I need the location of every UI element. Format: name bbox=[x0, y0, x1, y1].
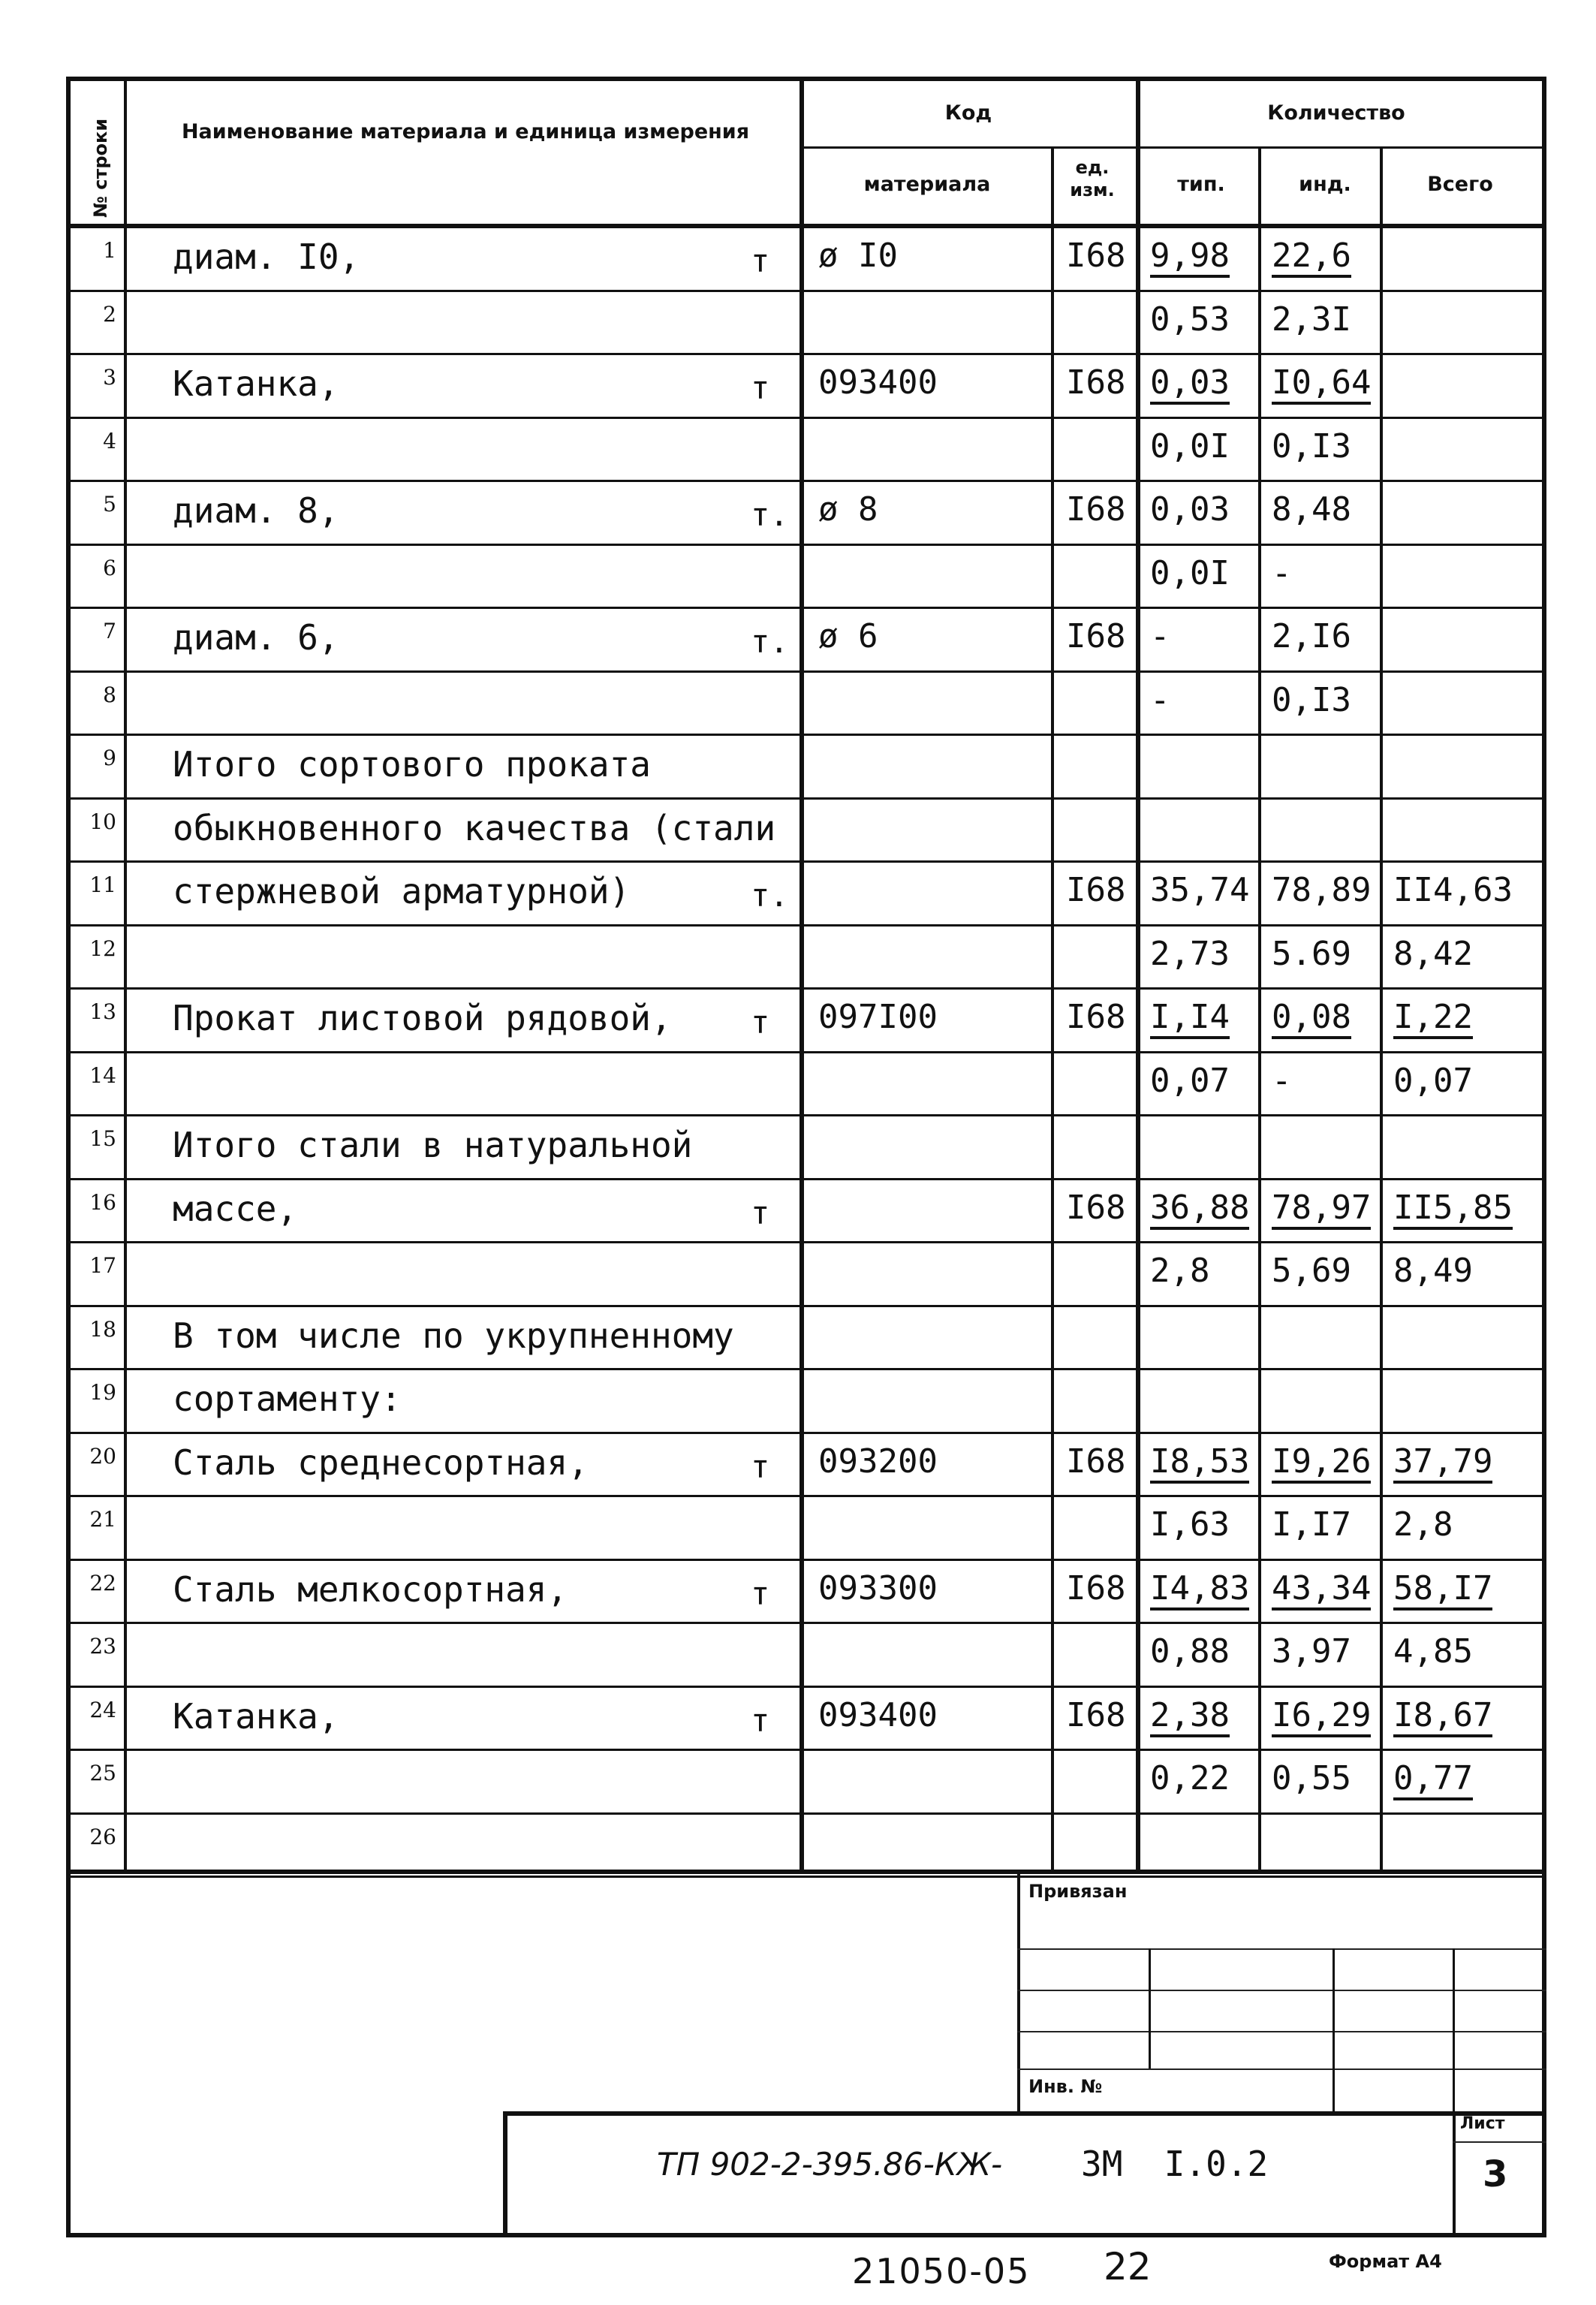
row-separator bbox=[66, 1686, 1546, 1688]
qty-ind: 5.69 bbox=[1272, 934, 1351, 973]
row-number: 21 bbox=[89, 1507, 116, 1532]
qty-ind: 2,I6 bbox=[1272, 617, 1351, 655]
col-line-typ bbox=[1258, 146, 1261, 1871]
material-name: Итого сортового проката bbox=[173, 744, 651, 785]
row-separator bbox=[66, 670, 1546, 673]
qty-ind: - bbox=[1272, 1061, 1292, 1100]
qty-ind: 78,89 bbox=[1272, 871, 1372, 909]
row-number: 15 bbox=[89, 1126, 116, 1151]
code-material-header: материала bbox=[863, 173, 991, 196]
sheet-label: Лист bbox=[1460, 2114, 1505, 2133]
material-name: Катанка, bbox=[173, 363, 339, 404]
row-separator bbox=[66, 1495, 1546, 1497]
unit-code: I68 bbox=[1066, 617, 1126, 655]
material-name: сортаменту: bbox=[173, 1378, 402, 1419]
unit-of-measure: т. bbox=[751, 496, 789, 533]
unit-of-measure: т bbox=[751, 1004, 770, 1041]
row-separator bbox=[66, 353, 1546, 355]
row-separator bbox=[66, 417, 1546, 419]
qty-typ: - bbox=[1150, 680, 1170, 719]
table-bottom-line bbox=[66, 1870, 1546, 1874]
row-separator bbox=[66, 1749, 1546, 1751]
row-number: 8 bbox=[103, 682, 116, 707]
document-code: ТП 902-2-395.86-КЖ- bbox=[657, 2146, 1003, 2183]
qty-total: 4,85 bbox=[1393, 1632, 1473, 1671]
unit-of-measure: т bbox=[751, 243, 770, 279]
unit-code: I68 bbox=[1066, 1568, 1126, 1607]
row-number: 11 bbox=[89, 872, 116, 897]
row-separator bbox=[66, 1876, 1546, 1878]
material-name: Сталь мелкосортная, bbox=[173, 1568, 568, 1610]
unit-of-measure: т. bbox=[751, 877, 789, 914]
qty-typ: 0,0I bbox=[1150, 426, 1230, 466]
stamp-col-3 bbox=[1453, 1948, 1455, 2114]
row-number: 12 bbox=[89, 936, 116, 961]
row-number: 10 bbox=[89, 809, 116, 834]
qty-total: I,22 bbox=[1393, 998, 1473, 1039]
row-separator bbox=[66, 480, 1546, 482]
qty-typ: - bbox=[1150, 617, 1170, 655]
qty-typ: 2,38 bbox=[1150, 1696, 1230, 1737]
unit-code: I68 bbox=[1066, 363, 1126, 402]
row-number: 13 bbox=[89, 999, 116, 1024]
qty-typ: 0,22 bbox=[1150, 1759, 1230, 1797]
qty-total: 37,79 bbox=[1393, 1442, 1492, 1484]
stamp-line-1 bbox=[1017, 1948, 1546, 1950]
qty-typ: 0,53 bbox=[1150, 300, 1230, 339]
qty-ind: I,I7 bbox=[1272, 1505, 1351, 1544]
unit-code: I68 bbox=[1066, 237, 1126, 275]
format-label: Формат А4 bbox=[1329, 2251, 1442, 2272]
unit-of-measure: т. bbox=[751, 623, 789, 660]
qty-typ: 0,03 bbox=[1150, 363, 1230, 405]
unit-of-measure: т bbox=[751, 1574, 770, 1612]
row-number: 1 bbox=[103, 238, 116, 263]
qty-ind: - bbox=[1272, 553, 1292, 592]
material-code: 093200 bbox=[818, 1442, 938, 1481]
material-name: Прокат листовой рядовой, bbox=[173, 998, 672, 1038]
qty-ind: 78,97 bbox=[1272, 1189, 1371, 1230]
qty-ind: 0,08 bbox=[1272, 998, 1351, 1039]
qty-typ: 0,07 bbox=[1150, 1061, 1230, 1100]
col-line-unit bbox=[1136, 77, 1140, 1871]
material-code: 093400 bbox=[818, 1695, 938, 1734]
material-code: ø 8 bbox=[818, 490, 878, 529]
row-separator bbox=[66, 1368, 1546, 1370]
row-number: 22 bbox=[89, 1570, 116, 1595]
qty-total: II4,63 bbox=[1393, 871, 1513, 909]
row-number: 23 bbox=[89, 1634, 116, 1659]
qty-typ: I8,53 bbox=[1150, 1442, 1249, 1484]
unit-code: I68 bbox=[1066, 1442, 1126, 1481]
stamp-col-1 bbox=[1149, 1948, 1151, 2068]
material-code: ø 6 bbox=[818, 617, 878, 655]
row-separator bbox=[66, 1432, 1546, 1434]
unit-code: I68 bbox=[1066, 871, 1126, 909]
row-separator bbox=[66, 607, 1546, 609]
col-line-name bbox=[800, 77, 804, 1871]
row-number: 25 bbox=[89, 1761, 116, 1785]
qty-typ: 36,88 bbox=[1150, 1189, 1249, 1230]
qty-typ-header: тип. bbox=[1177, 173, 1225, 196]
row-separator bbox=[66, 544, 1546, 546]
inventory-number-label: Инв. № bbox=[1028, 2076, 1103, 2097]
stamp-col-2 bbox=[1333, 1948, 1335, 2114]
row-number: 26 bbox=[89, 1824, 116, 1849]
qty-ind-header: инд. bbox=[1299, 173, 1351, 196]
qty-total: 8,49 bbox=[1393, 1252, 1473, 1290]
stamp-number: 21050-05 bbox=[852, 2251, 1031, 2291]
qty-ind: 5,69 bbox=[1272, 1252, 1351, 1290]
row-separator bbox=[66, 1114, 1546, 1116]
qty-ind: 8,48 bbox=[1272, 490, 1351, 529]
material-name: Итого стали в натуральной bbox=[173, 1125, 693, 1165]
stamp-line-2 bbox=[1017, 1990, 1546, 1991]
row-separator bbox=[66, 987, 1546, 990]
row-separator bbox=[66, 924, 1546, 927]
row-number: 6 bbox=[103, 555, 116, 580]
main-stamp-top bbox=[503, 2111, 1546, 2116]
row-separator bbox=[66, 1241, 1546, 1243]
unit-code: I68 bbox=[1066, 490, 1126, 529]
material-code: 093300 bbox=[818, 1568, 938, 1607]
sheet-number-box-divider bbox=[1453, 2141, 1546, 2143]
row-number: 20 bbox=[89, 1443, 116, 1469]
unit-code: I68 bbox=[1066, 1695, 1126, 1734]
qty-ind: 0,I3 bbox=[1272, 680, 1351, 719]
material-name: обыкновенного качества (стали bbox=[173, 807, 776, 848]
sheet-code: ЗМ I.0.2 bbox=[1081, 2144, 1269, 2184]
qty-total: 0,07 bbox=[1393, 1061, 1473, 1100]
row-number: 14 bbox=[89, 1062, 116, 1088]
code-group-header: Код bbox=[944, 101, 992, 125]
row-separator bbox=[66, 1812, 1546, 1815]
material-name: массе, bbox=[173, 1188, 298, 1229]
qty-total: II5,85 bbox=[1393, 1189, 1513, 1230]
row-separator bbox=[66, 1305, 1546, 1307]
row-separator bbox=[66, 1178, 1546, 1180]
qty-ind: I0,64 bbox=[1272, 363, 1371, 405]
main-stamp-left bbox=[503, 2111, 507, 2237]
unit-of-measure: т bbox=[751, 1194, 770, 1231]
row-separator bbox=[66, 1051, 1546, 1053]
row-number-column-label: № строки bbox=[90, 118, 111, 218]
unit-code: I68 bbox=[1066, 1188, 1126, 1227]
qty-typ: 9,98 bbox=[1150, 237, 1230, 278]
qty-ind: 3,97 bbox=[1272, 1632, 1351, 1671]
unit-of-measure: т bbox=[751, 1701, 770, 1739]
qty-typ: 0,03 bbox=[1150, 490, 1230, 529]
row-number: 16 bbox=[89, 1189, 116, 1215]
material-code: 093400 bbox=[818, 363, 938, 402]
sheet-number: 3 bbox=[1483, 2153, 1508, 2195]
stamp-line-4 bbox=[1017, 2068, 1546, 2070]
row-number: 17 bbox=[89, 1253, 116, 1278]
qty-total-header: Всего bbox=[1427, 173, 1493, 196]
row-number: 9 bbox=[103, 746, 116, 770]
material-name: Сталь среднесортная, bbox=[173, 1442, 589, 1483]
material-code: 097I00 bbox=[818, 998, 938, 1036]
material-name: диам. 8, bbox=[173, 490, 339, 531]
qty-typ: I,I4 bbox=[1150, 998, 1230, 1039]
privyazan-label: Привязан bbox=[1028, 1881, 1128, 1902]
unit-of-measure: т bbox=[751, 369, 770, 406]
qty-ind: 43,34 bbox=[1272, 1569, 1371, 1610]
row-separator bbox=[66, 290, 1546, 292]
qty-total: 2,8 bbox=[1393, 1505, 1453, 1544]
material-name: стержневой арматурной) bbox=[173, 871, 631, 911]
stamp-left-line bbox=[1017, 1870, 1020, 2114]
row-number: 3 bbox=[103, 365, 116, 390]
row-separator bbox=[66, 734, 1546, 736]
row-separator bbox=[66, 797, 1546, 800]
col-line-ind bbox=[1380, 146, 1383, 1871]
col-line-rownum bbox=[124, 77, 127, 1871]
qty-typ: 35,74 bbox=[1150, 871, 1250, 909]
col-line-code bbox=[1051, 146, 1054, 1871]
code-unit-header: ед. изм. bbox=[1070, 157, 1115, 200]
row-separator bbox=[66, 1559, 1546, 1561]
row-number: 19 bbox=[89, 1380, 116, 1405]
qty-ind: 22,6 bbox=[1272, 237, 1351, 278]
name-column-header: Наименование материала и единица измерения bbox=[181, 120, 750, 143]
row-separator bbox=[66, 1622, 1546, 1624]
qty-total: 58,I7 bbox=[1393, 1569, 1492, 1610]
row-number: 7 bbox=[103, 619, 116, 643]
material-name: Катанка, bbox=[173, 1695, 339, 1737]
qty-total: I8,67 bbox=[1393, 1696, 1492, 1737]
qty-ind: 2,3I bbox=[1272, 300, 1351, 339]
unit-of-measure: т bbox=[751, 1448, 770, 1485]
header-divider-bottom bbox=[66, 224, 1546, 228]
qty-ind: I6,29 bbox=[1272, 1696, 1371, 1737]
material-name: В том числе по укрупненному bbox=[173, 1315, 734, 1356]
row-number: 4 bbox=[103, 428, 116, 453]
sheet-number-box-left bbox=[1453, 2111, 1456, 2237]
row-number: 2 bbox=[103, 301, 116, 327]
qty-typ: 2,8 bbox=[1150, 1252, 1210, 1290]
stamp-page: 22 bbox=[1104, 2245, 1152, 2288]
quantity-group-header: Количество bbox=[1267, 101, 1405, 125]
material-code: ø I0 bbox=[818, 237, 898, 275]
header-divider-sub bbox=[800, 146, 1546, 149]
qty-ind: 0,I3 bbox=[1272, 426, 1351, 466]
qty-typ: I4,83 bbox=[1150, 1569, 1249, 1610]
row-number: 18 bbox=[89, 1316, 116, 1342]
qty-ind: I9,26 bbox=[1272, 1442, 1371, 1484]
qty-total: 8,42 bbox=[1393, 934, 1473, 973]
qty-total: 0,77 bbox=[1393, 1759, 1473, 1800]
row-number: 5 bbox=[103, 492, 116, 517]
qty-typ: 0,88 bbox=[1150, 1632, 1230, 1671]
material-name: диам. 6, bbox=[173, 617, 339, 658]
qty-ind: 0,55 bbox=[1272, 1759, 1351, 1797]
material-name: диам. I0, bbox=[173, 237, 360, 277]
row-number: 24 bbox=[89, 1697, 116, 1722]
stamp-line-3 bbox=[1017, 2031, 1546, 2032]
qty-typ: 0,0I bbox=[1150, 553, 1230, 592]
row-separator bbox=[66, 860, 1546, 863]
unit-code: I68 bbox=[1066, 998, 1126, 1036]
qty-typ: 2,73 bbox=[1150, 934, 1230, 973]
qty-typ: I,63 bbox=[1150, 1505, 1230, 1544]
